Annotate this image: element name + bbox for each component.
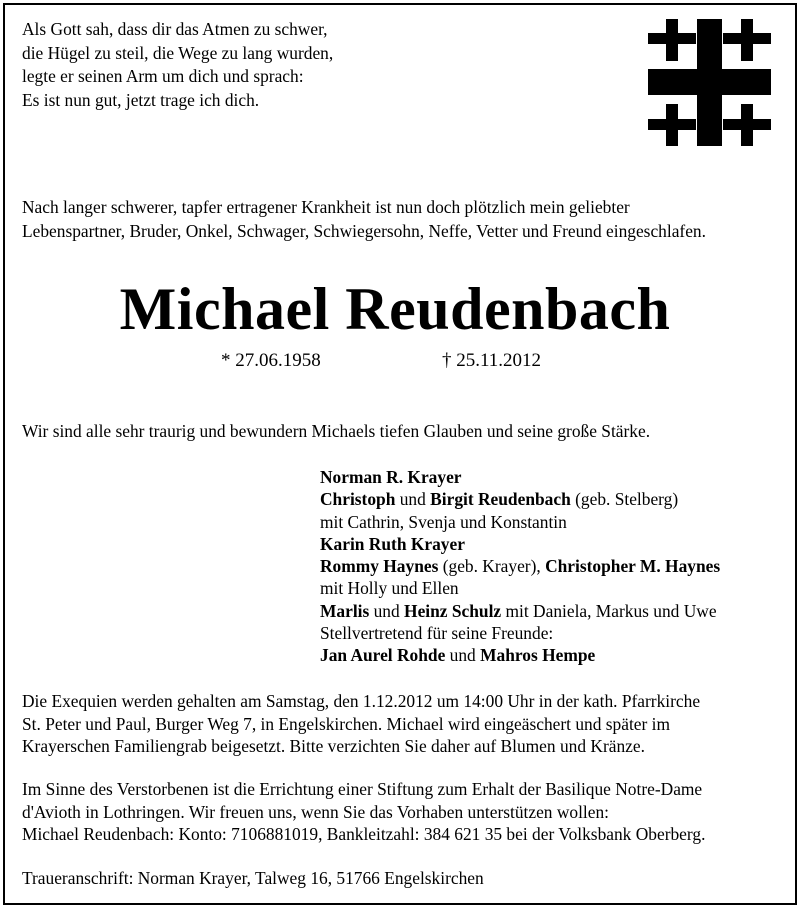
poem-line: Als Gott sah, dass dir das Atmen zu schwer, (22, 19, 328, 39)
poem-line: Es ist nun gut, jetzt trage ich dich. (22, 89, 260, 110)
foundation-line: Im Sinne des Verstorbenen ist die Errichtung einer Stiftung zum Erhalt der Basilique Notre-Dame (22, 779, 703, 799)
death-date: † 25.11.2012 (442, 350, 542, 371)
signer-line (320, 555, 720, 577)
signer-name: Mahros Hempe (480, 645, 596, 666)
signer-name: Heinz Schulz (404, 600, 502, 621)
deceased-name: Michael Reudenbach (119, 276, 671, 342)
intro-line: Lebenspartner, Bruder, Onkel, Schwager, Schwiegersohn, Neffe, Vetter und Freund eingeschlafen. (22, 220, 706, 241)
signer-line (320, 533, 720, 555)
signers-list (320, 466, 720, 667)
funeral-line: Krayerschen Familiengrab beigesetzt. Bitte verzichten Sie daher auf Blumen und Kränze. (22, 736, 645, 756)
intro-line: Nach langer schwerer, tapfer ertragener Krankheit ist nun doch plötzlich mein geliebter (22, 197, 630, 217)
signer-name: Marlis (320, 600, 370, 621)
mourning-address: Traueranschrift: Norman Krayer, Talweg 16, 51766 Engelskirchen (22, 868, 484, 888)
funeral-line: Die Exequien werden gehalten am Samstag, den 1.12.2012 um 14:00 Uhr in der kath. Pfarrkirche (22, 691, 701, 711)
poem-line: legte er seinen Arm um dich und sprach: (22, 66, 304, 86)
signer-conjunction: und (369, 600, 405, 621)
signer-conjunction: und (445, 645, 481, 666)
signer-name: Birgit Reudenbach (430, 489, 571, 510)
foundation-line: Michael Reudenbach: Konto: 7106881019, Bankleitzahl: 384 621 35 bei der Volksbank Oberberg. (22, 824, 706, 844)
signer-conjunction: und (395, 489, 431, 510)
intro-text (22, 196, 706, 243)
signer-line: Stellvertretend für seine Freunde: (320, 623, 554, 644)
mourning-statement: Wir sind alle sehr traurig und bewundern Michaels tiefen Glauben und seine große Stärke. (22, 421, 651, 441)
funeral-service-text (22, 690, 700, 758)
signer-name: Jan Aurel Rohde (320, 645, 446, 666)
signer-line (320, 600, 720, 622)
poem (22, 18, 333, 112)
jerusalem-cross-icon (646, 17, 773, 147)
birth-date: * 27.06.1958 (221, 350, 321, 371)
signer-name: Christoph (320, 489, 396, 510)
poem-line: die Hügel zu steil, die Wege zu lang wurden, (22, 42, 334, 63)
signer-name: Norman R. Krayer (320, 467, 462, 487)
signer-note: mit Daniela, Markus und Uwe (501, 600, 717, 621)
signer-line: mit Holly und Ellen (320, 578, 459, 599)
foundation-line: d'Avioth in Lothringen. Wir freuen uns, wenn Sie das Vorhaben unterstützen wollen: (22, 801, 609, 822)
signer-line: mit Cathrin, Svenja und Konstantin (320, 511, 567, 532)
signer-name: Karin Ruth Krayer (320, 533, 465, 554)
signer-line (320, 488, 720, 510)
funeral-line: St. Peter und Paul, Burger Weg 7, in Engelskirchen. Michael wird eingeäschert und später im (22, 713, 671, 734)
signer-name: Rommy Haynes (320, 556, 439, 577)
signer-line (320, 644, 720, 666)
foundation-text (22, 778, 705, 846)
signer-line (320, 466, 720, 488)
signer-note: (geb. Stelberg) (570, 489, 679, 510)
signer-note: (geb. Krayer), (438, 556, 546, 577)
signer-name: Christopher M. Haynes (545, 556, 721, 577)
